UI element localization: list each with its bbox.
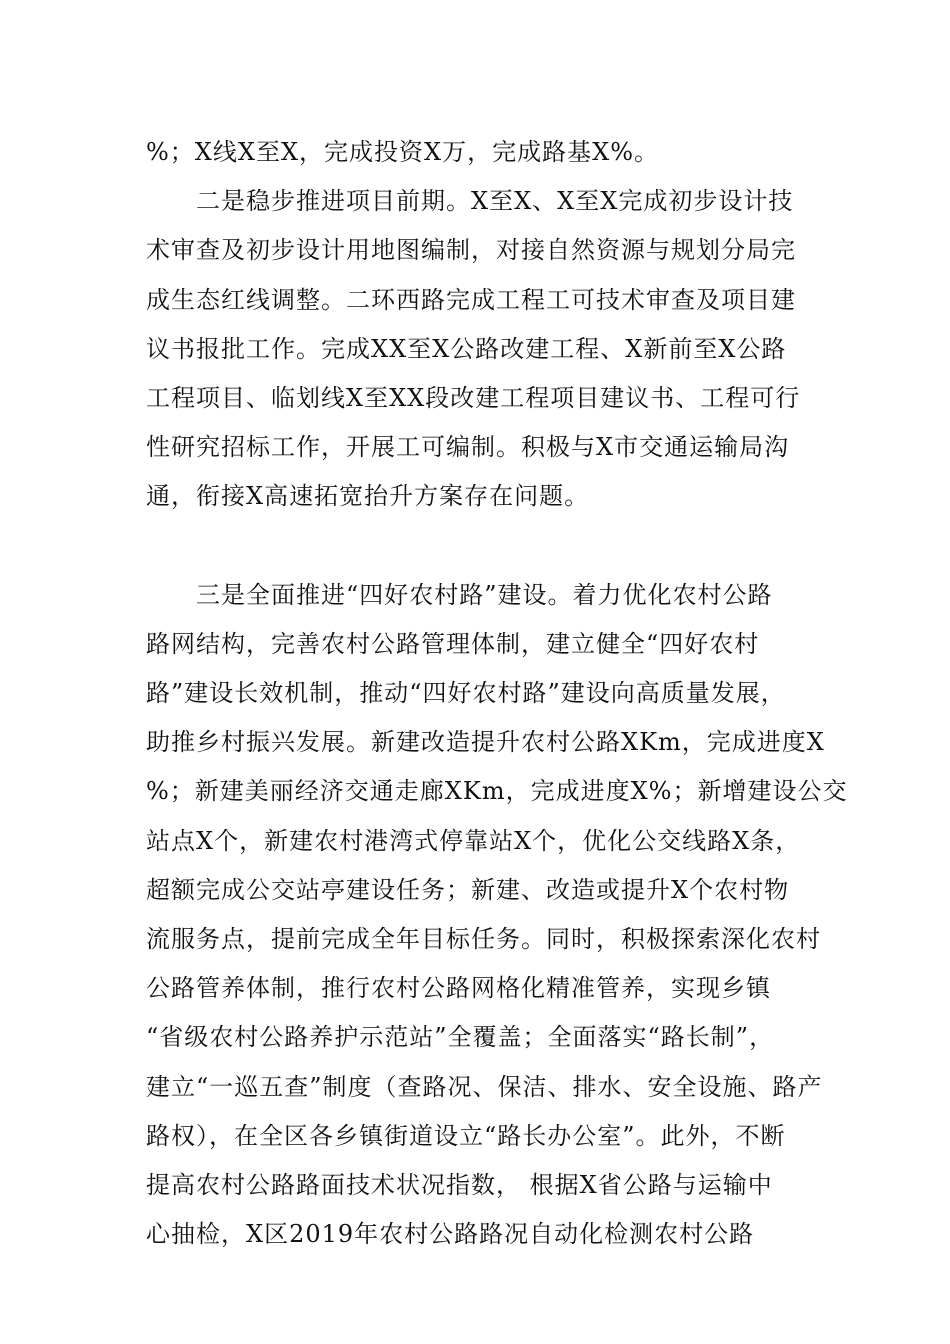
text-line: 助推乡村振兴发展。新建改造提升农村公路XKm，完成进度X bbox=[146, 728, 825, 757]
text-line: 路网结构，完善农村公路管理体制，建立健全“四好农村 bbox=[146, 629, 760, 658]
text-line: 站点X个，新建农村港湾式停靠站X个，优化公交线路X条， bbox=[146, 826, 801, 855]
document-body bbox=[146, 128, 848, 1259]
text-line: 术审查及初步设计用地图编制，对接自然资源与规划分局完 bbox=[146, 236, 796, 265]
paragraph-gap bbox=[146, 522, 826, 571]
text-line: 心抽检，X区2019年农村公路路况自动化检测农村公路 bbox=[146, 1220, 755, 1249]
text-line: 提高农村公路路面技术状况指数， 根据X省公路与运输中 bbox=[146, 1170, 773, 1199]
paragraph-start-line: 二是稳步推进项目前期。X至X、X至X完成初步设计技 bbox=[196, 187, 794, 216]
text-line: 议书报批工作。完成XX至X公路改建工程、X新前至X公路 bbox=[146, 334, 787, 363]
text-line: 成生态红线调整。二环西路完成工程工可技术审查及项目建 bbox=[146, 285, 796, 314]
text-line: 路权），在全区各乡镇街道设立“路长办公室”。此外，不断 bbox=[146, 1121, 786, 1150]
text-line: 建立“一巡五查”制度（查路况、保洁、排水、安全设施、路产 bbox=[146, 1072, 823, 1101]
text-line: 工程项目、临划线X至XX段改建工程项目建议书、工程可行 bbox=[146, 383, 801, 412]
text-line: “省级农村公路养护示范站”全覆盖；全面落实“路长制”， bbox=[146, 1023, 775, 1052]
text-line: %；X线X至X，完成投资X万，完成路基X%。 bbox=[146, 138, 660, 166]
text-line: %；新建美丽经济交通走廊XKm，完成进度X%；新增建设公交 bbox=[146, 777, 848, 806]
text-line: 超额完成公交站亭建设任务；新建、改造或提升X个农村物 bbox=[146, 875, 790, 904]
text-line: 路”建设长效机制，推动“四好农村路”建设向高质量发展， bbox=[146, 679, 786, 708]
paragraph-start-line: 三是全面推进“四好农村路”建设。着力优化农村公路 bbox=[196, 580, 773, 609]
text-line: 通，衔接X高速拓宽抬升方案存在问题。 bbox=[146, 482, 590, 511]
text-line: 性研究招标工作，开展工可编制。积极与X市交通运输局沟 bbox=[146, 433, 790, 462]
text-line: 公路管养体制，推行农村公路网格化精准管养，实现乡镇 bbox=[146, 974, 771, 1003]
text-line: 流服务点，提前完成全年目标任务。同时，积极探索深化农村 bbox=[146, 925, 821, 953]
